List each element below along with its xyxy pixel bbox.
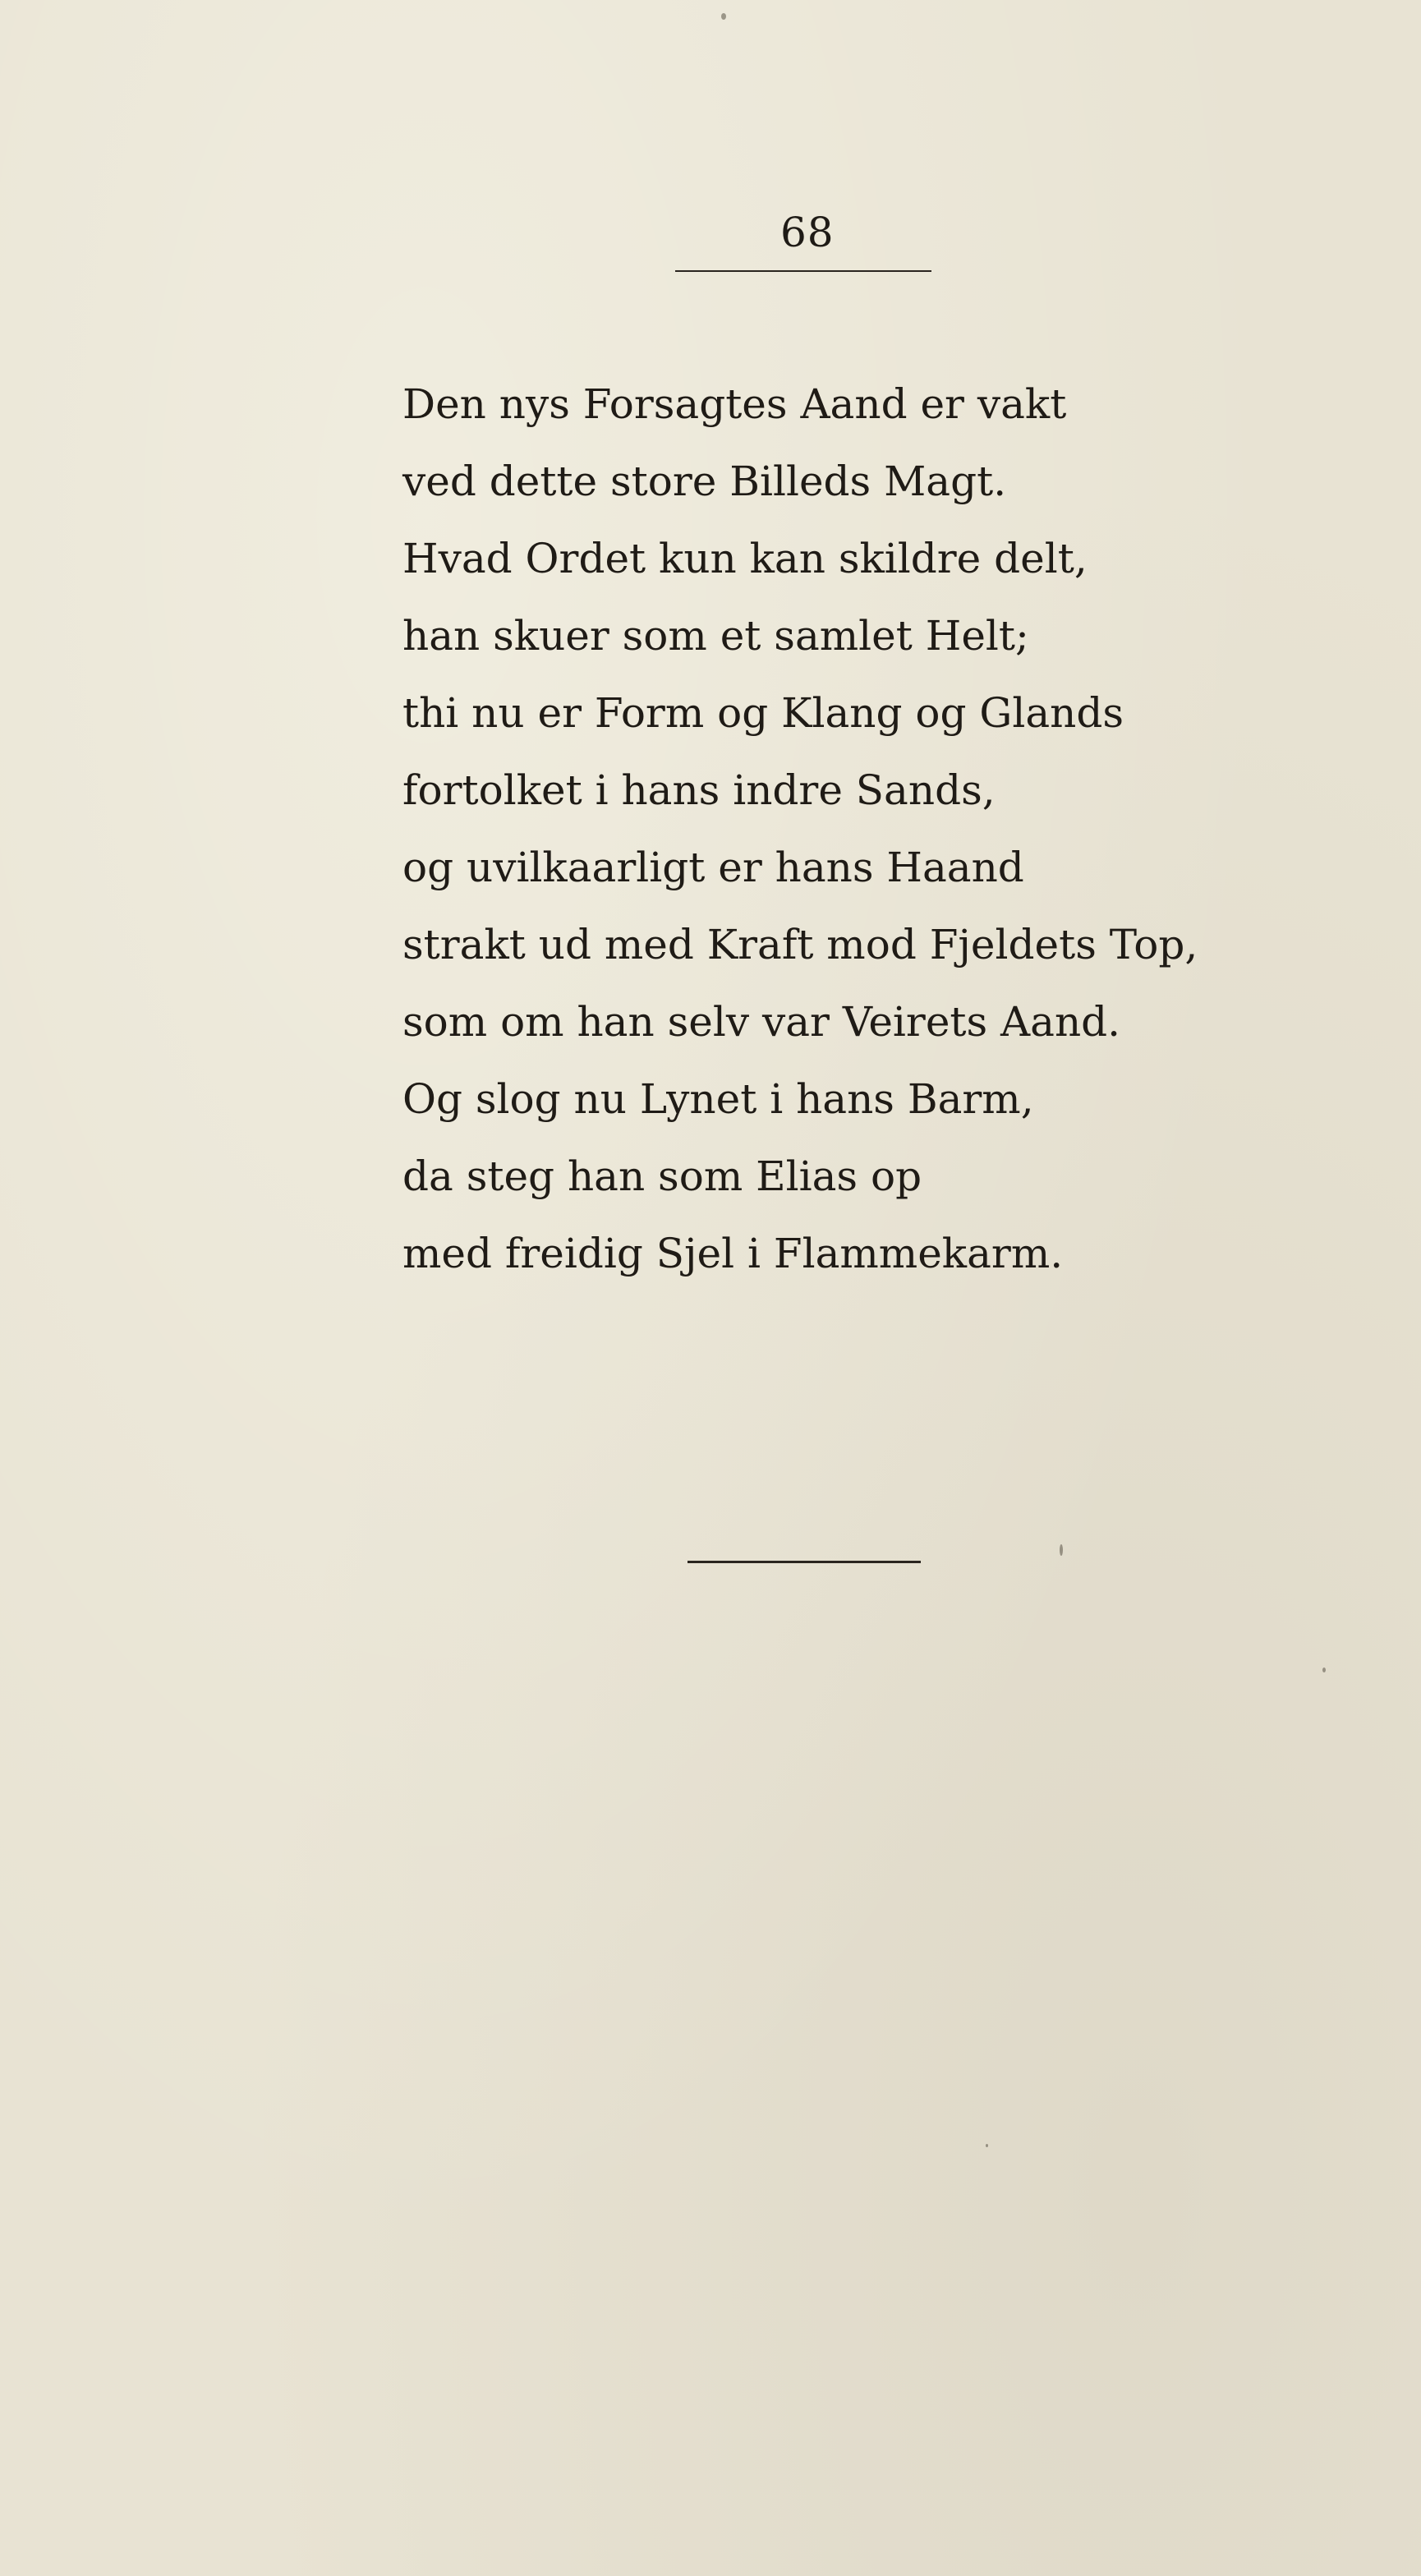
poem-line: Den nys Forsagtes Aand er vakt <box>402 380 1067 428</box>
poem-stanza <box>402 366 1290 1292</box>
paper-speck <box>721 13 726 20</box>
poem-line: thi nu er Form og Klang og Glands <box>402 689 1124 737</box>
poem-line: ved dette store Billeds Magt. <box>402 458 1007 505</box>
poem-line: og uvilkaarligt er hans Haand <box>402 844 1024 891</box>
poem-line: da steg han som Elias op <box>402 1152 922 1200</box>
header-rule <box>675 270 931 272</box>
poem-line: som om han selv var Veirets Aand. <box>402 998 1121 1046</box>
poem-line: fortolket i hans indre Sands, <box>402 766 996 814</box>
page-number: 68 <box>780 209 835 256</box>
end-rule <box>688 1561 921 1563</box>
poem-line: Og slog nu Lynet i hans Barm, <box>402 1075 1034 1123</box>
paper-speck <box>1322 1668 1326 1672</box>
poem-line: Hvad Ordet kun kan skildre delt, <box>402 535 1088 582</box>
poem-line: strakt ud med Kraft mod Fjeldets Top, <box>402 921 1198 968</box>
poem-line: han skuer som et samlet Helt; <box>402 612 1029 660</box>
paper-speck <box>1060 1544 1063 1556</box>
poem-line: med freidig Sjel i Flammekarm. <box>402 1230 1064 1277</box>
paper-speck <box>986 2144 988 2147</box>
